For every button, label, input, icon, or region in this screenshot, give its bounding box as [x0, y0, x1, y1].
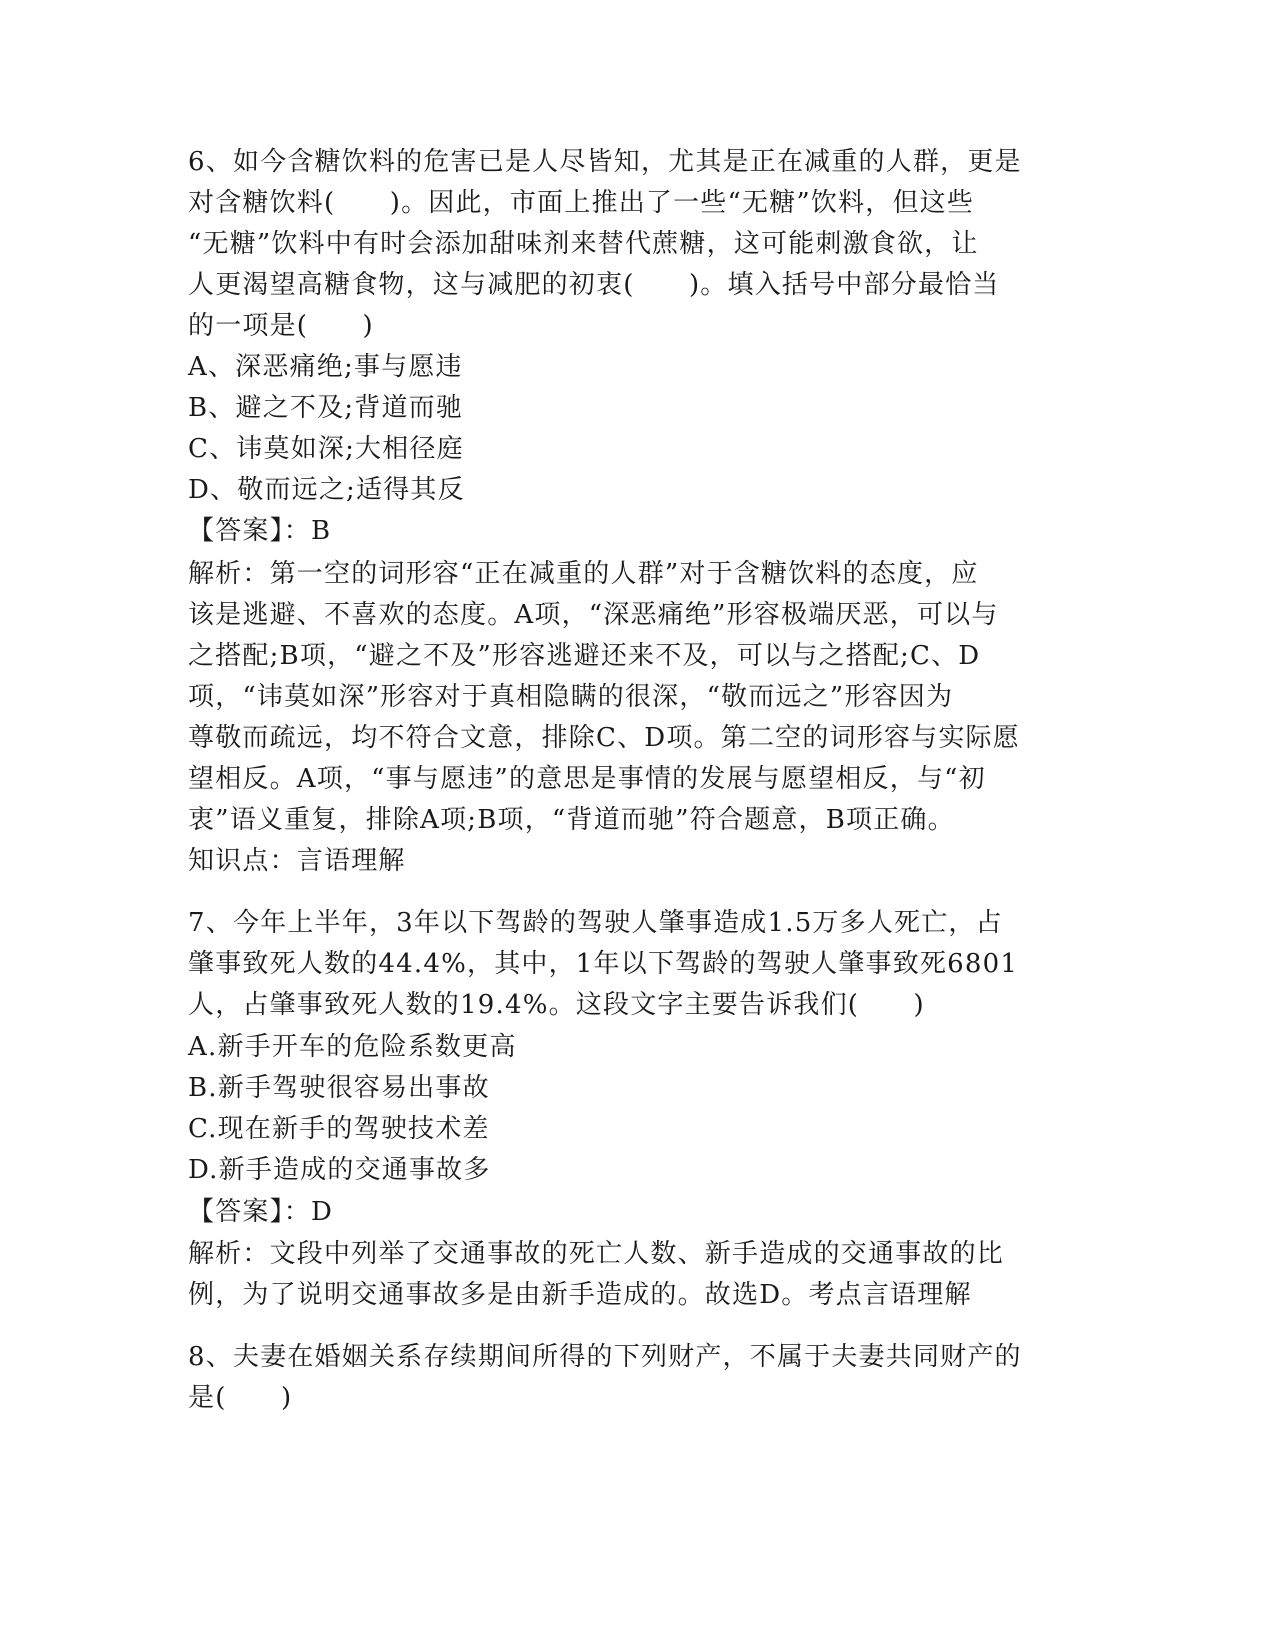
q6-analysis-line-5: 尊敬而疏远，均不符合文意，排除C、D项。第二空的词形容与实际愿 [188, 723, 1020, 753]
q6-knowledge-point: 知识点：言语理解 [188, 846, 406, 876]
q6-stem-line-4: 人更渴望高糖食物，这与减肥的初衷( )。填入括号中部分最恰当 [188, 270, 1000, 300]
q6-stem-line-2: 对含糖饮料( )。因此，市面上推出了一些“无糖”饮料，但这些 [188, 188, 975, 218]
q6-option-c: C、讳莫如深;大相径庭 [188, 434, 464, 464]
q8-stem-line-2: 是( ) [188, 1383, 293, 1413]
q8-stem-line-1: 8、夫妻在婚姻关系存续期间所得的下列财产，不属于夫妻共同财产的 [188, 1342, 1022, 1372]
q6-analysis-line-1: 解析：第一空的词形容“正在减重的人群”对于含糖饮料的态度，应 [188, 559, 979, 589]
q7-option-c: C.现在新手的驾驶技术差 [188, 1114, 490, 1144]
q7-analysis-line-1: 解析：文段中列举了交通事故的死亡人数、新手造成的交通事故的比 [188, 1239, 1005, 1269]
q6-analysis-line-6: 望相反。A项，“事与愿违”的意思是事情的发展与愿望相反，与“初 [188, 764, 986, 794]
q6-analysis-line-2: 该是逃避、不喜欢的态度。A项，“深恶痛绝”形容极端厌恶，可以与 [188, 600, 999, 630]
q6-option-b: B、避之不及;背道而驰 [188, 393, 464, 423]
q6-analysis-line-7: 衷”语义重复，排除A项;B项，“背道而驰”符合题意，B项正确。 [188, 805, 955, 835]
q7-stem-line-2: 肇事致死人数的44.4%，其中，1年以下驾龄的驾驶人肇事致死6801 [188, 949, 1019, 979]
q6-answer: 【答案】：B [188, 516, 332, 546]
q6-stem-line-5: 的一项是( ) [188, 311, 374, 341]
q6-analysis-line-4: 项，“讳莫如深”形容对于真相隐瞒的很深，“敬而远之”形容因为 [188, 682, 954, 712]
q6-option-d: D、敬而远之;适得其反 [188, 475, 465, 505]
q7-analysis-line-2: 例，为了说明交通事故多是由新手造成的。故选D。考点言语理解 [188, 1280, 972, 1310]
q6-option-a: A、深恶痛绝;事与愿违 [188, 352, 463, 382]
q6-analysis-line-3: 之搭配;B项，“避之不及”形容逃避还来不及，可以与之搭配;C、D [188, 641, 981, 671]
q7-stem-line-3: 人，占肇事致死人数的19.4%。这段文字主要告诉我们( ) [188, 990, 925, 1020]
q7-option-b: B.新手驾驶很容易出事故 [188, 1073, 490, 1103]
q7-answer: 【答案】：D [188, 1197, 334, 1227]
q7-option-a: A.新手开车的危险系数更高 [188, 1032, 517, 1062]
q7-stem-line-1: 7、今年上半年，3年以下驾龄的驾驶人肇事造成1.5万多人死亡，占 [188, 908, 1003, 938]
q6-stem-line-3: “无糖”饮料中有时会添加甜味剂来替代蔗糖，这可能刺激食欲，让 [188, 229, 979, 259]
q7-option-d: D.新手造成的交通事故多 [188, 1155, 491, 1185]
q6-stem-line-1: 6、如今含糖饮料的危害已是人尽皆知，尤其是正在减重的人群，更是 [188, 147, 1022, 177]
